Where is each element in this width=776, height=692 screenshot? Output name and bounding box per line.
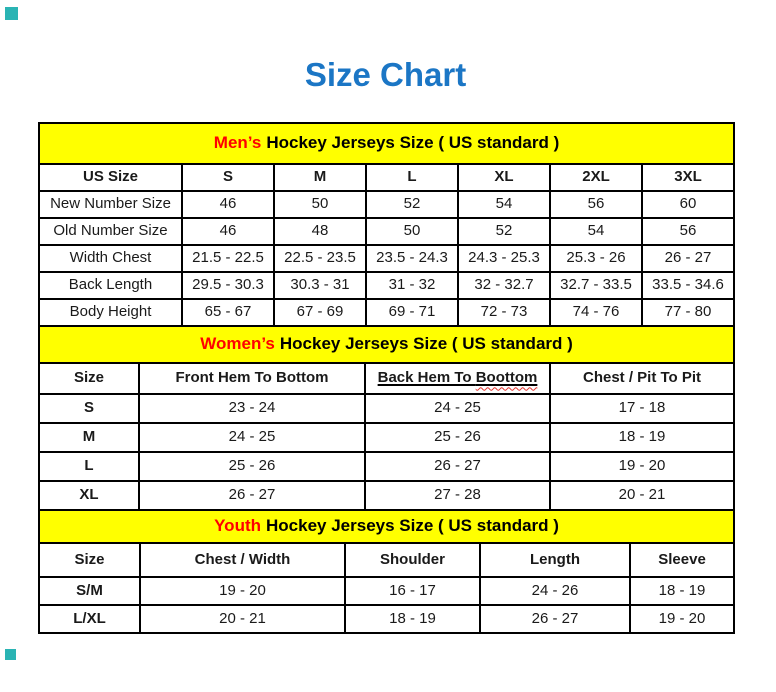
mens-value-cell: 23.5 - 24.3 (366, 245, 458, 272)
womens-caption (39, 326, 734, 363)
womens-value-cell: 19 - 20 (550, 452, 734, 481)
youth-header-cell: Shoulder (345, 543, 480, 577)
womens-data-row (39, 423, 734, 452)
womens-value-cell: 20 - 21 (550, 481, 734, 510)
teal-corner-marker-bottom (5, 649, 16, 660)
mens-value-cell: 74 - 76 (550, 299, 642, 326)
mens-value-cell: 30.3 - 31 (274, 272, 366, 299)
youth-data-row (39, 577, 734, 605)
mens-value-cell: 60 (642, 191, 734, 218)
mens-value-cell: 65 - 67 (182, 299, 274, 326)
mens-value-cell: 52 (458, 218, 550, 245)
womens-value-cell: 25 - 26 (139, 452, 365, 481)
mens-value-cell: 67 - 69 (274, 299, 366, 326)
mens-header-cell: M (274, 164, 366, 191)
womens-header-cell: Front Hem To Bottom (139, 363, 365, 394)
youth-data-row (39, 605, 734, 633)
womens-row-label: XL (39, 481, 139, 510)
womens-size-table (38, 325, 735, 511)
mens-value-cell: 32.7 - 33.5 (550, 272, 642, 299)
mens-value-cell: 56 (642, 218, 734, 245)
womens-header-row (39, 363, 734, 394)
womens-value-cell: 23 - 24 (139, 394, 365, 423)
mens-row-label: New Number Size (39, 191, 182, 218)
womens-data-row (39, 481, 734, 510)
mens-data-row (39, 245, 734, 272)
youth-value-cell: 26 - 27 (480, 605, 630, 633)
mens-value-cell: 29.5 - 30.3 (182, 272, 274, 299)
womens-value-cell: 26 - 27 (365, 452, 550, 481)
youth-value-cell: 18 - 19 (630, 577, 734, 605)
youth-header-cell: Length (480, 543, 630, 577)
mens-value-cell: 72 - 73 (458, 299, 550, 326)
mens-header-cell: US Size (39, 164, 182, 191)
mens-value-cell: 52 (366, 191, 458, 218)
mens-row-label: Body Height (39, 299, 182, 326)
mens-value-cell: 21.5 - 22.5 (182, 245, 274, 272)
youth-row-label: S/M (39, 577, 140, 605)
womens-caption-row (39, 326, 734, 363)
womens-header-cell: Chest / Pit To Pit (550, 363, 734, 394)
womens-value-cell: 27 - 28 (365, 481, 550, 510)
mens-header-cell: S (182, 164, 274, 191)
mens-caption (39, 123, 734, 164)
youth-caption (39, 510, 734, 543)
mens-row-label: Width Chest (39, 245, 182, 272)
womens-header-cell: Back Hem To Boottom (365, 363, 550, 394)
mens-data-row (39, 272, 734, 299)
mens-data-row (39, 299, 734, 326)
youth-caption-highlight: Youth (214, 516, 262, 536)
mens-value-cell: 46 (182, 191, 274, 218)
mens-value-cell: 69 - 71 (366, 299, 458, 326)
page-title: Size Chart (304, 56, 467, 93)
youth-caption-row (39, 510, 734, 543)
mens-header-cell: XL (458, 164, 550, 191)
youth-value-cell: 19 - 20 (630, 605, 734, 633)
mens-value-cell: 50 (366, 218, 458, 245)
mens-caption-text: Hockey Jerseys Size ( US standard ) (266, 133, 560, 153)
youth-value-cell: 16 - 17 (345, 577, 480, 605)
mens-caption-highlight: Men’s (213, 133, 262, 153)
womens-value-cell: 26 - 27 (139, 481, 365, 510)
womens-value-cell: 18 - 19 (550, 423, 734, 452)
mens-value-cell: 33.5 - 34.6 (642, 272, 734, 299)
youth-value-cell: 18 - 19 (345, 605, 480, 633)
womens-row-label: L (39, 452, 139, 481)
youth-caption-text: Hockey Jerseys Size ( US standard ) (266, 516, 559, 536)
womens-value-cell: 24 - 25 (365, 394, 550, 423)
mens-header-cell: 3XL (642, 164, 734, 191)
youth-header-cell: Sleeve (630, 543, 734, 577)
womens-caption-text: Hockey Jerseys Size ( US standard ) (279, 334, 573, 354)
youth-size-table (38, 509, 735, 634)
mens-header-row (39, 164, 734, 191)
mens-row-label: Back Length (39, 272, 182, 299)
mens-value-cell: 50 (274, 191, 366, 218)
mens-value-cell: 26 - 27 (642, 245, 734, 272)
youth-value-cell: 20 - 21 (140, 605, 345, 633)
mens-size-table (38, 122, 735, 327)
mens-value-cell: 24.3 - 25.3 (458, 245, 550, 272)
youth-header-row (39, 543, 734, 577)
mens-data-row (39, 191, 734, 218)
womens-header-cell: Size (39, 363, 139, 394)
mens-value-cell: 54 (458, 191, 550, 218)
womens-caption-highlight: Women’s (200, 334, 275, 354)
mens-value-cell: 48 (274, 218, 366, 245)
mens-value-cell: 56 (550, 191, 642, 218)
mens-value-cell: 46 (182, 218, 274, 245)
youth-row-label: L/XL (39, 605, 140, 633)
womens-value-cell: 25 - 26 (365, 423, 550, 452)
womens-row-label: S (39, 394, 139, 423)
mens-value-cell: 54 (550, 218, 642, 245)
mens-header-cell: L (366, 164, 458, 191)
teal-corner-marker-top (5, 7, 18, 20)
mens-header-cell: 2XL (550, 164, 642, 191)
mens-row-label: Old Number Size (39, 218, 182, 245)
youth-header-cell: Size (39, 543, 140, 577)
mens-value-cell: 22.5 - 23.5 (274, 245, 366, 272)
mens-value-cell: 32 - 32.7 (458, 272, 550, 299)
mens-value-cell: 25.3 - 26 (550, 245, 642, 272)
womens-value-cell: 24 - 25 (139, 423, 365, 452)
youth-value-cell: 24 - 26 (480, 577, 630, 605)
mens-value-cell: 31 - 32 (366, 272, 458, 299)
youth-value-cell: 19 - 20 (140, 577, 345, 605)
womens-data-row (39, 452, 734, 481)
mens-value-cell: 77 - 80 (642, 299, 734, 326)
size-tables (38, 122, 733, 634)
mens-caption-row (39, 123, 734, 164)
womens-value-cell: 17 - 18 (550, 394, 734, 423)
youth-header-cell: Chest / Width (140, 543, 345, 577)
misspelled-word: Boottom (475, 369, 538, 387)
mens-data-row (39, 218, 734, 245)
womens-row-label: M (39, 423, 139, 452)
womens-data-row (39, 394, 734, 423)
